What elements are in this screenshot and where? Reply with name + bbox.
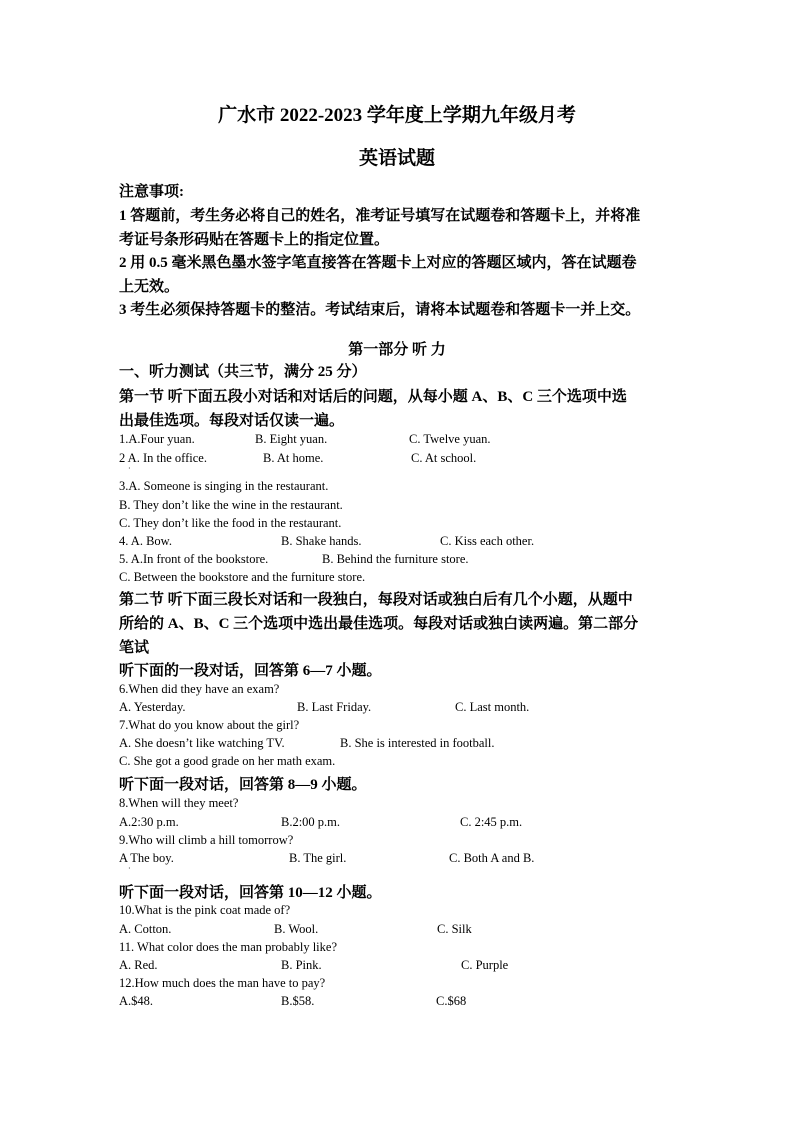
q11-option-a: A. Red.	[119, 958, 158, 972]
q3-option-c: C. They don’t like the food in the restaurant.	[119, 516, 342, 530]
dialogue-2-heading: 听下面一段对话，回答第 8—9 小题。	[119, 777, 367, 793]
note-2a: 2 用 0.5 毫米黑色墨水签字笔直接答在答题卡上对应的答题区域内，答在试题卷	[119, 255, 637, 271]
section2-instr-b: 所给的 A、B、C 三个选项中选出最佳选项。每段对话或独白读两遍。第二部分	[119, 616, 639, 632]
q12-option-b: B.$58.	[281, 994, 315, 1008]
q11-option-b: B. Pink.	[281, 958, 322, 972]
q1-option-b: B. Eight yuan.	[255, 432, 328, 446]
q4-option-c: C. Kiss each other.	[440, 534, 535, 548]
q4-option-a: 4. A. Bow.	[119, 534, 173, 548]
q6-option-b: B. Last Friday.	[297, 700, 372, 714]
q7-option-b: B. She is interested in football.	[340, 736, 495, 750]
note-2b: 上无效。	[119, 279, 180, 295]
q3-option-a: 3.A. Someone is singing in the restaurant.	[119, 479, 329, 493]
q10-option-c: C. Silk	[437, 922, 472, 936]
exam-title: 广水市 2022-2023 学年度上学期九年级月考	[218, 105, 576, 126]
q1-option-c: C. Twelve yuan.	[409, 432, 491, 446]
q10-stem: 10.What is the pink coat made of?	[119, 903, 291, 917]
decorative-dot: ·	[128, 864, 131, 873]
q6-stem: 6.When did they have an exam?	[119, 682, 280, 696]
q2-option-a: 2 A. In the office.	[119, 451, 207, 465]
q10-option-b: B. Wool.	[274, 922, 319, 936]
q12-option-a: A.$48.	[119, 994, 154, 1008]
q12-stem: 12.How much does the man have to pay?	[119, 976, 326, 990]
q12-option-c: C.$68	[436, 994, 467, 1008]
decorative-dot: ·	[128, 464, 131, 473]
q1-option-a: 1.A.Four yuan.	[119, 432, 195, 446]
q9-option-c: C. Both A and B.	[449, 851, 535, 865]
q5-option-b: B. Behind the furniture store.	[322, 552, 469, 566]
section1-instr-a: 第一节 听下面五段小对话和对话后的问题，从每小题 A、B、C 三个选项中选	[119, 389, 627, 405]
q5-option-c: C. Between the bookstore and the furniture store.	[119, 570, 366, 584]
section2-instr-a: 第二节 听下面三段长对话和一段独白，每段对话或独白后有几个小题，从题中	[119, 592, 633, 608]
notes-heading: 注意事项:	[119, 184, 184, 200]
dialogue-1-heading: 听下面的一段对话，回答第 6—7 小题。	[119, 663, 382, 679]
q8-option-c: C. 2:45 p.m.	[460, 815, 523, 829]
q6-option-a: A. Yesterday.	[119, 700, 186, 714]
note-1a: 1 答题前，考生务必将自己的姓名，准考证号填写在试题卷和答题卡上，并将准	[119, 208, 641, 224]
q8-stem: 8.When will they meet?	[119, 796, 239, 810]
note-3: 3 考生必须保持答题卡的整洁。考试结束后，请将本试题卷和答题卡一并上交。	[119, 302, 641, 318]
q7-option-c: C. She got a good grade on her math exam.	[119, 754, 336, 768]
note-1b: 考证号条形码贴在答题卡上的指定位置。	[119, 232, 390, 248]
q11-stem: 11. What color does the man probably like?	[119, 940, 337, 954]
dialogue-3-heading: 听下面一段对话，回答第 10—12 小题。	[119, 885, 382, 901]
q2-option-c: C. At school.	[411, 451, 477, 465]
part1-title: 第一部分 听 力	[348, 342, 446, 358]
q8-option-a: A.2:30 p.m.	[119, 815, 179, 829]
q9-option-b: B. The girl.	[289, 851, 347, 865]
q8-option-b: B.2:00 p.m.	[281, 815, 341, 829]
q3-option-b: B. They don’t like the wine in the restaurant.	[119, 498, 343, 512]
exam-subtitle: 英语试题	[358, 148, 435, 169]
q9-option-a: A The boy.	[119, 851, 174, 865]
q5-option-a: 5. A.In front of the bookstore.	[119, 552, 269, 566]
q4-option-b: B. Shake hands.	[281, 534, 362, 548]
q11-option-c: C. Purple	[461, 958, 509, 972]
q6-option-c: C. Last month.	[455, 700, 530, 714]
q9-stem: 9.Who will climb a hill tomorrow?	[119, 833, 294, 847]
section2-instr-c: 笔试	[119, 640, 150, 656]
q2-option-b: B. At home.	[263, 451, 324, 465]
section1-instr-b: 出最佳选项。每段对话仅读一遍。	[119, 413, 345, 429]
q10-option-a: A. Cotton.	[119, 922, 172, 936]
part1-heading: 一、听力测试（共三节，满分 25 分）	[119, 364, 367, 380]
q7-option-a: A. She doesn’t like watching TV.	[119, 736, 285, 750]
q7-stem: 7.What do you know about the girl?	[119, 718, 300, 732]
